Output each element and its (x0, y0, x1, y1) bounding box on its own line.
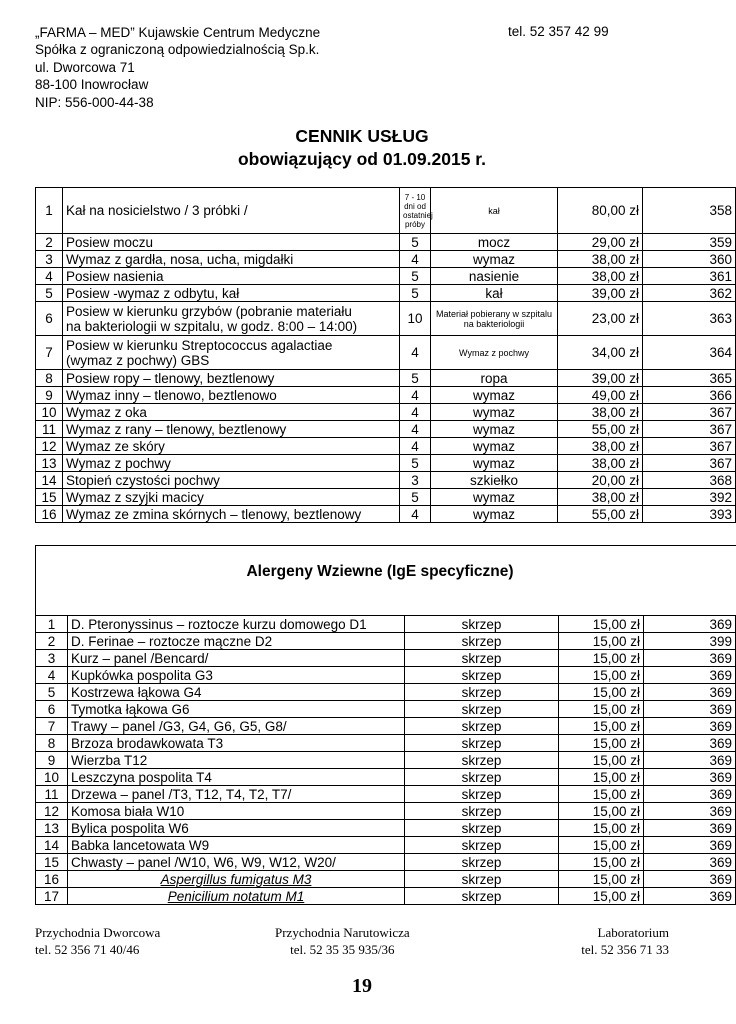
service-row (36, 438, 736, 455)
sample-material: wymaz (431, 387, 558, 404)
price: 15,00 zł (559, 701, 644, 718)
allergen-name: Kostrzewa łąkowa G4 (68, 684, 405, 701)
service-name: Wymaz z rany – tlenowy, beztlenowy (63, 421, 400, 438)
turnaround-days: 4 (400, 404, 431, 421)
service-code: 365 (643, 370, 736, 387)
service-code: 362 (643, 285, 736, 302)
sample-material: skrzep (405, 820, 559, 837)
service-name: Wymaz ze zmina skórnych – tlenowy, beztlenowy (63, 506, 400, 523)
price: 23,00 zł (558, 302, 643, 336)
allergen-row (36, 735, 736, 752)
price: 38,00 zł (558, 455, 643, 472)
sample-material: skrzep (405, 735, 559, 752)
price: 15,00 zł (559, 871, 644, 888)
service-code: 360 (643, 251, 736, 268)
service-code: 369 (644, 888, 736, 905)
price: 38,00 zł (558, 438, 643, 455)
price: 15,00 zł (559, 616, 644, 633)
service-row (36, 234, 736, 251)
turnaround-days: 5 (400, 268, 431, 285)
price: 38,00 zł (558, 268, 643, 285)
row-number: 6 (36, 701, 68, 718)
sample-material: kał (431, 188, 558, 234)
row-number: 1 (36, 616, 68, 633)
allergen-name: Drzewa – panel /T3, T12, T4, T2, T7/ (68, 786, 405, 803)
sample-material: skrzep (405, 871, 559, 888)
service-name: Stopień czystości pochwy (63, 472, 400, 489)
service-row (36, 387, 736, 404)
allergen-row (36, 820, 736, 837)
turnaround-days: 10 (400, 302, 431, 336)
row-number: 4 (36, 268, 63, 285)
sample-material: nasienie (431, 268, 558, 285)
footer-clinic-phone: tel. 52 356 71 40/46 (35, 942, 140, 957)
footer-clinic-dworcowa (35, 924, 160, 958)
allergen-row (36, 718, 736, 735)
service-code: 393 (643, 506, 736, 523)
sample-material: skrzep (405, 837, 559, 854)
turnaround-days: 5 (400, 489, 431, 506)
allergen-name: Brzoza brodawkowata T3 (68, 735, 405, 752)
price: 15,00 zł (559, 803, 644, 820)
service-code: 367 (643, 404, 736, 421)
sample-material: Materiał pobierany w szpitalu na bakteriologii (431, 302, 558, 336)
service-code: 366 (643, 387, 736, 404)
row-number: 3 (36, 251, 63, 268)
sample-material: skrzep (405, 616, 559, 633)
service-name: Kał na nosicielstwo / 3 próbki / (63, 188, 400, 234)
service-code: 363 (643, 302, 736, 336)
price: 15,00 zł (559, 735, 644, 752)
footer-laboratory (581, 924, 669, 958)
price: 38,00 zł (558, 489, 643, 506)
service-code: 369 (644, 752, 736, 769)
allergens-section (35, 545, 736, 617)
sample-material: skrzep (405, 803, 559, 820)
sample-material: wymaz (431, 251, 558, 268)
price: 15,00 zł (559, 837, 644, 854)
row-number: 6 (36, 302, 63, 336)
turnaround-days: 4 (400, 387, 431, 404)
row-number: 13 (36, 820, 68, 837)
allergen-name: Aspergillus fumigatus M3 (68, 871, 405, 888)
turnaround-days: 4 (400, 336, 431, 370)
price: 15,00 zł (559, 752, 644, 769)
service-name (63, 336, 400, 370)
service-code: 369 (644, 820, 736, 837)
allergen-name: Leszczyna pospolita T4 (68, 769, 405, 786)
row-number: 8 (36, 370, 63, 387)
service-row (36, 472, 736, 489)
sample-material: wymaz (431, 489, 558, 506)
service-code: 399 (644, 633, 736, 650)
sample-material: skrzep (405, 633, 559, 650)
allergen-name: Kurz – panel /Bencard/ (68, 650, 405, 667)
service-code: 369 (644, 701, 736, 718)
service-code: 369 (644, 786, 736, 803)
price: 15,00 zł (559, 786, 644, 803)
service-name-line: Posiew w kierunku grzybów (pobranie materiału (66, 303, 352, 319)
allergen-row (36, 871, 736, 888)
service-code: 369 (644, 871, 736, 888)
service-row (36, 285, 736, 302)
service-name: Wymaz z pochwy (63, 455, 400, 472)
price: 20,00 zł (558, 472, 643, 489)
service-code: 369 (644, 837, 736, 854)
service-name: Wymaz z oka (63, 404, 400, 421)
row-number: 12 (36, 803, 68, 820)
sample-material: kał (431, 285, 558, 302)
service-row (36, 489, 736, 506)
turnaround-days: 4 (400, 506, 431, 523)
sample-material: wymaz (431, 455, 558, 472)
services-table (35, 187, 736, 523)
service-row (36, 404, 736, 421)
service-code: 392 (643, 489, 736, 506)
sample-material: skrzep (405, 769, 559, 786)
allergen-name: Wierzba T12 (68, 752, 405, 769)
row-number: 7 (36, 718, 68, 735)
footer-clinic-phone: tel. 52 35 35 935/36 (290, 942, 395, 957)
turnaround-days: 4 (400, 251, 431, 268)
price: 39,00 zł (558, 370, 643, 387)
turnaround-days: 5 (400, 234, 431, 251)
price: 55,00 zł (558, 506, 643, 523)
turnaround-days: 4 (400, 438, 431, 455)
price: 38,00 zł (558, 251, 643, 268)
service-row (36, 336, 736, 370)
turnaround-days: 5 (400, 285, 431, 302)
row-number: 15 (36, 489, 63, 506)
company-name: „FARMA – MED” Kujawskie Centrum Medyczne (35, 25, 321, 40)
service-code: 367 (643, 455, 736, 472)
footer-clinic-phone: tel. 52 356 71 33 (581, 942, 669, 957)
price: 55,00 zł (558, 421, 643, 438)
allergen-row (36, 888, 736, 905)
company-nip: NIP: 556-000-44-38 (35, 94, 154, 110)
service-row (36, 455, 736, 472)
row-number: 2 (36, 234, 63, 251)
row-number: 9 (36, 387, 63, 404)
company-city: 88-100 Inowrocław (35, 77, 149, 93)
sample-material: skrzep (405, 752, 559, 769)
sample-material: wymaz (431, 438, 558, 455)
row-number: 5 (36, 684, 68, 701)
turnaround-days: 5 (400, 455, 431, 472)
page-subtitle: obowiązujący od 01.09.2015 r. (237, 149, 487, 169)
allergen-name: Babka lancetowata W9 (68, 837, 405, 854)
service-code: 368 (643, 472, 736, 489)
service-code: 367 (643, 438, 736, 455)
sample-material: skrzep (405, 667, 559, 684)
row-number: 14 (36, 472, 63, 489)
sample-material: szkiełko (431, 472, 558, 489)
allergen-name: Penicilium notatum M1 (68, 888, 405, 905)
sample-material: wymaz (431, 404, 558, 421)
price: 15,00 zł (559, 769, 644, 786)
footer-clinic-narutowicza (275, 924, 410, 958)
allergen-name: D. Pteronyssinus – roztocze kurzu domowego D1 (68, 616, 405, 633)
page-title: CENNIK USŁUG (295, 126, 429, 146)
sample-material: skrzep (405, 650, 559, 667)
service-code: 369 (644, 803, 736, 820)
allergen-name: Bylica pospolita W6 (68, 820, 405, 837)
service-row (36, 268, 736, 285)
row-number: 1 (36, 188, 63, 234)
service-name-line: (wymaz z pochwy) GBS (66, 352, 210, 368)
company-form: Spółka z ograniczoną odpowiedzialnością Sp.k. (35, 42, 320, 58)
service-name: Wymaz z szyjki macicy (63, 489, 400, 506)
service-name-line: na bakteriologii w szpitalu, w godz. 8:00 – 14:00) (66, 318, 358, 334)
service-name: Wymaz z gardła, nosa, ucha, migdałki (63, 251, 400, 268)
allergen-row (36, 854, 736, 871)
service-row (36, 370, 736, 387)
sample-material: wymaz (431, 506, 558, 523)
price: 15,00 zł (559, 820, 644, 837)
price: 15,00 zł (559, 718, 644, 735)
sample-material: skrzep (405, 888, 559, 905)
service-code: 364 (643, 336, 736, 370)
row-number: 10 (36, 769, 68, 786)
service-name: Posiew ropy – tlenowy, beztlenowy (63, 370, 400, 387)
service-code: 369 (644, 769, 736, 786)
service-code: 367 (643, 421, 736, 438)
row-number: 8 (36, 735, 68, 752)
row-number: 16 (36, 871, 68, 888)
allergen-name: Kupkówka pospolita G3 (68, 667, 405, 684)
company-street: ul. Dworcowa 71 (35, 59, 135, 75)
service-code: 369 (644, 854, 736, 871)
allergen-row (36, 769, 736, 786)
service-name: Posiew nasienia (63, 268, 400, 285)
price: 49,00 zł (558, 387, 643, 404)
service-code: 369 (644, 650, 736, 667)
turnaround-days: 7 - 10 dni od ostatniej próby (400, 188, 431, 234)
price: 29,00 zł (558, 234, 643, 251)
sample-material: wymaz (431, 421, 558, 438)
sample-material: skrzep (405, 718, 559, 735)
sample-material: skrzep (405, 684, 559, 701)
service-code: 358 (643, 188, 736, 234)
allergen-row (36, 752, 736, 769)
row-number: 7 (36, 336, 63, 370)
price: 15,00 zł (559, 667, 644, 684)
service-name (63, 302, 400, 336)
service-code: 369 (644, 684, 736, 701)
allergen-row (36, 837, 736, 854)
allergen-name: Chwasty – panel /W10, W6, W9, W12, W20/ (68, 854, 405, 871)
sample-material: skrzep (405, 786, 559, 803)
sample-material: skrzep (405, 701, 559, 718)
service-code: 369 (644, 718, 736, 735)
allergen-name: Trawy – panel /G3, G4, G6, G5, G8/ (68, 718, 405, 735)
row-number: 17 (36, 888, 68, 905)
allergen-row (36, 633, 736, 650)
service-name: Posiew -wymaz z odbytu, kał (63, 285, 400, 302)
service-name: Wymaz inny – tlenowo, beztlenowo (63, 387, 400, 404)
allergen-row (36, 786, 736, 803)
price: 34,00 zł (558, 336, 643, 370)
price: 39,00 zł (558, 285, 643, 302)
service-code: 369 (644, 735, 736, 752)
page-number: 19 (352, 975, 372, 997)
row-number: 10 (36, 404, 63, 421)
price: 80,00 zł (558, 188, 643, 234)
sample-material: Wymaz z pochwy (431, 336, 558, 370)
footer-clinic-name: Przychodnia Dworcowa (35, 925, 161, 940)
row-number: 11 (36, 786, 68, 803)
allergen-row (36, 803, 736, 820)
service-row (36, 506, 736, 523)
row-number: 3 (36, 650, 68, 667)
allergens-heading: Alergeny Wziewne (IgE specyficzne) (246, 563, 514, 580)
service-code: 369 (644, 667, 736, 684)
row-number: 13 (36, 455, 63, 472)
service-code: 361 (643, 268, 736, 285)
row-number: 12 (36, 438, 63, 455)
row-number: 4 (36, 667, 68, 684)
service-row (36, 251, 736, 268)
service-name: Posiew moczu (63, 234, 400, 251)
allergen-row (36, 667, 736, 684)
footer-clinic-name: Przychodnia Narutowicza (275, 925, 410, 940)
turnaround-days: 3 (400, 472, 431, 489)
allergen-row (36, 684, 736, 701)
service-row (36, 188, 736, 234)
service-name: Wymaz ze skóry (63, 438, 400, 455)
company-header (35, 24, 320, 111)
price: 15,00 zł (559, 854, 644, 871)
turnaround-days: 4 (400, 421, 431, 438)
allergen-row (36, 701, 736, 718)
row-number: 2 (36, 633, 68, 650)
row-number: 14 (36, 837, 68, 854)
service-row (36, 421, 736, 438)
service-name-line: Posiew w kierunku Streptococcus agalactiae (66, 337, 333, 353)
turnaround-days: 5 (400, 370, 431, 387)
footer-clinic-name: Laboratorium (597, 925, 669, 940)
company-phone: tel. 52 357 42 99 (508, 24, 609, 39)
allergens-table (35, 615, 736, 905)
sample-material: ropa (431, 370, 558, 387)
row-number: 15 (36, 854, 68, 871)
price: 15,00 zł (559, 633, 644, 650)
service-code: 369 (644, 616, 736, 633)
row-number: 5 (36, 285, 63, 302)
service-row (36, 302, 736, 336)
allergen-name: Tymotka łąkowa G6 (68, 701, 405, 718)
price: 15,00 zł (559, 888, 644, 905)
allergen-name: D. Ferinae – roztocze mączne D2 (68, 633, 405, 650)
allergen-row (36, 616, 736, 633)
price: 15,00 zł (559, 650, 644, 667)
price: 38,00 zł (558, 404, 643, 421)
row-number: 16 (36, 506, 63, 523)
allergen-name: Komosa biała W10 (68, 803, 405, 820)
row-number: 11 (36, 421, 63, 438)
allergen-row (36, 650, 736, 667)
price: 15,00 zł (559, 684, 644, 701)
row-number: 9 (36, 752, 68, 769)
sample-material: skrzep (405, 854, 559, 871)
service-code: 359 (643, 234, 736, 251)
sample-material: mocz (431, 234, 558, 251)
